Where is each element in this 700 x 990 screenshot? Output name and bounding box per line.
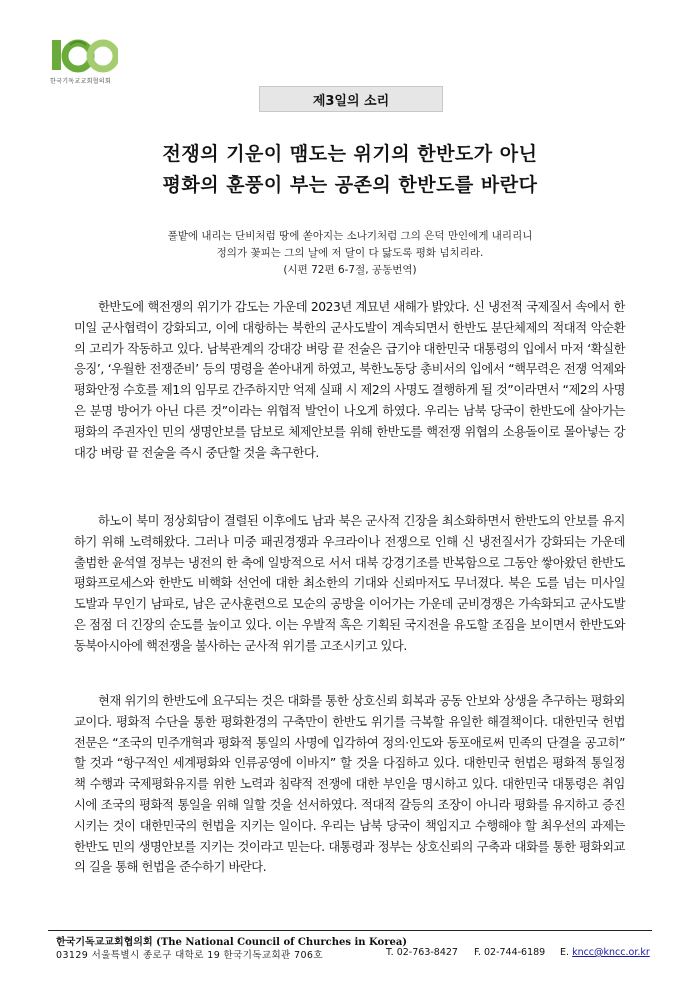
footer-email-link[interactable]: kncc@kncc.or.kr [572,947,650,958]
footer-email-label: E. [560,947,570,958]
epigraph-line-2: 정의가 꽃피는 그의 날에 저 달이 다 닳도록 평화 넘치리라. [216,247,484,259]
paragraph-3: 현재 위기의 한반도에 요구되는 것은 대화를 통한 상호신뢰 회복과 공동 안보와 상생을 추구하는 평화외교이다. 평화적 수단을 통한 평화환경의 구축만이 한반도 위기를 극복할 유일한 해결책이다. 대한민국 헌법 전문은 “조국의 민주개혁과 평화적 통일의 사명에 입각하여 정의·인도와 동포애로써 민족의 단결을 공고히” 할 것과 “항구적인 세계평화와 인류공영에 이바지” 할 것을 다짐하고 있다. 대한민국 헌법은 평화적 통일정책 수행과 국제평화유지를 위한 노력과 침략적 전쟁에 대한 부인을 명시하고 있다. 대한민국 대통령은 취임 시에 조국의 평화적 통일을 위해 일할 것을 선서하였다. 적대적 갈등의 조장이 아니라 평화를 유지하고 증진시키는 것이 대한민국의 헌법을 지키는 일이다. 우리는 남북 당국이 책임지고 수행해야 할 최우선의 과제는 한반도 민의 생명안보를 지키는 것이라고 믿는다. 대통령과 정부는 상호신뢰의 구축과 대화를 통한 평화외교의 길을 통해 헌법을 준수하기 바란다. [74,694,625,875]
epigraph-source: (시편 72편 6-7절, 공동번역) [283,264,417,276]
title-line-1: 전쟁의 기운이 맴도는 위기의 한반도가 아닌 [162,143,538,165]
title-line-2: 평화의 훈풍이 부는 공존의 한반도를 바란다 [162,174,538,196]
footer-email [560,947,650,958]
footer-address: 03129 서울특별시 종로구 대학로 19 한국기독교회관 706호 [56,950,323,961]
kncc-100-logo [48,36,118,76]
footer-fax: F. 02-744-6189 [474,947,546,958]
header-label: 제3일의 소리 [259,86,443,112]
logo-subtitle: 한국기독교교회협의회 [50,78,111,85]
footer-divider [48,930,652,931]
paragraph-1: 한반도에 핵전쟁의 위기가 감도는 가운데 2023년 계묘년 새해가 밝았다. 신 냉전적 국제질서 속에서 한미일 군사협력이 강화되고, 이에 대항하는 북한의 군사도발이 계속되면서 한반도 분단체제의 적대적 악순환의 고리가 작동하고 있다. 남북관계의 강대강 벼랑 끝 전술은 급기야 대한민국 대통령의 입에서 마저 ‘확실한 응징’, ‘우월한 전쟁준비’ 등의 명령을 쏟아내게 하였고, 북한노동당 총비서의 입에서 “핵무력은 전쟁 억제와 평화안정 수호를 제1의 임무로 간주하지만 억제 실패 시 제2의 사명도 결행하게 될 것”이라면서 “제2의 사명은 분명 방어가 아닌 다른 것”이라는 위협적 발언이 나오게 하였다. 우리는 남북 당국이 한반도에 살아가는 평화의 주권자인 민의 생명안보를 담보로 체제안보를 위해 한반도를 핵전쟁 위협의 소용돌이로 몰아넣는 강대강 벼랑 끝 전술을 즉시 중단할 것을 촉구한다. [74,300,625,460]
epigraph-line-1: 풀밭에 내리는 단비처럼 땅에 쏟아지는 소나기처럼 그의 은덕 만인에게 내리리니 [167,230,533,242]
footer-telephone: T. 02-763-8427 [386,947,458,958]
footer-organization: 한국기독교교회협의회 (The National Council of Churches in Korea) [56,937,408,948]
paragraph-2: 하노이 북미 정상회담이 결렬된 이후에도 남과 북은 군사적 긴장을 최소화하면서 한반도의 안보를 유지하기 위해 노력해왔다. 그러나 미중 패권경쟁과 우크라이나 전쟁으로 인해 신 냉전질서가 강화되는 가운데 출범한 윤석열 정부는 냉전의 한 축에 일방적으로 서서 대북 강경기조를 반복함으로 그동안 쌓아왔던 한반도 평화프로세스와 한반도 비핵화 선언에 대한 최소한의 기대와 신뢰마저도 무너졌다. 북은 도를 넘는 미사일 도발과 무인기 남파로, 남은 군사훈련으로 모순의 공방을 이어가는 가운데 군비경쟁은 가속화되고 군사도발은 점점 더 긴장의 순도를 높이고 있다. 이는 우발적 혹은 기획된 국지전을 유도할 조짐을 보이면서 한반도와 동북아시아에 핵전쟁을 불사하는 군사적 위기를 고조시키고 있다. [74,514,625,653]
